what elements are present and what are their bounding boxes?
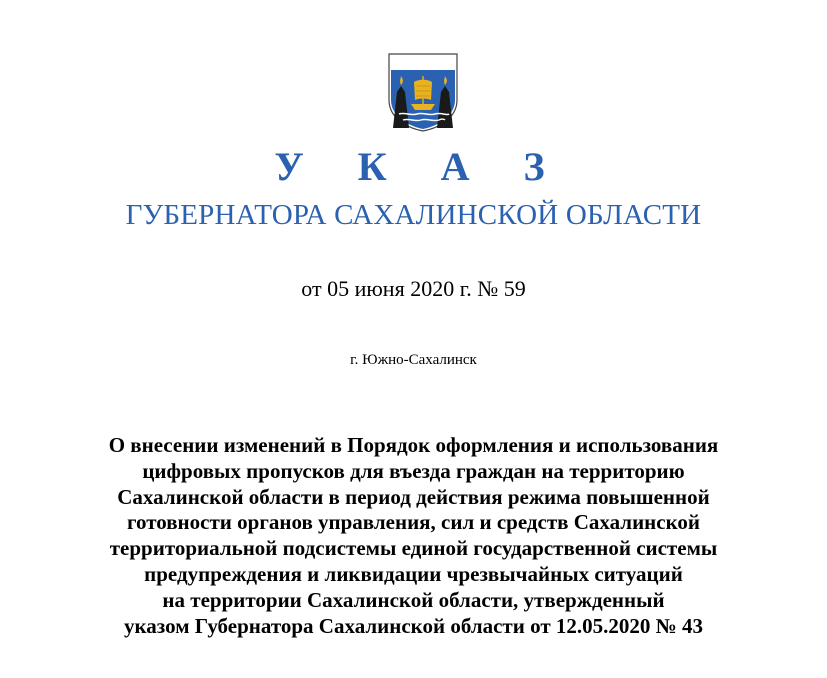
subject-line: предупреждения и ликвидации чрезвычайных ситуаций xyxy=(144,561,683,586)
decree-type-title: У К А З xyxy=(274,144,567,189)
subject-line: указом Губернатора Сахалинской области от 12.05.2020 № 43 xyxy=(124,613,703,638)
decree-subject xyxy=(60,433,767,639)
subject-line: готовности органов управления, сил и средств Сахалинской xyxy=(126,510,701,535)
subject-line: Сахалинской области в период действия режима повышенной xyxy=(117,484,710,509)
decree-date-number: от 05 июня 2020 г. № 59 xyxy=(301,276,526,301)
subject-line: на территории Сахалинской области, утвержденный xyxy=(162,587,665,612)
subject-line: цифровых пропусков для въезда граждан на территорию xyxy=(142,458,685,483)
subject-line: О внесении изменений в Порядок оформления и использования xyxy=(108,433,719,457)
subject-line: территориальной подсистемы единой государственной системы xyxy=(109,536,718,561)
issue-city: г. Южно-Сахалинск xyxy=(350,352,477,368)
issuer-title: ГУБЕРНАТОРА САХАЛИНСКОЙ ОБЛАСТИ xyxy=(125,199,702,231)
coat-of-arms-emblem xyxy=(387,52,459,132)
